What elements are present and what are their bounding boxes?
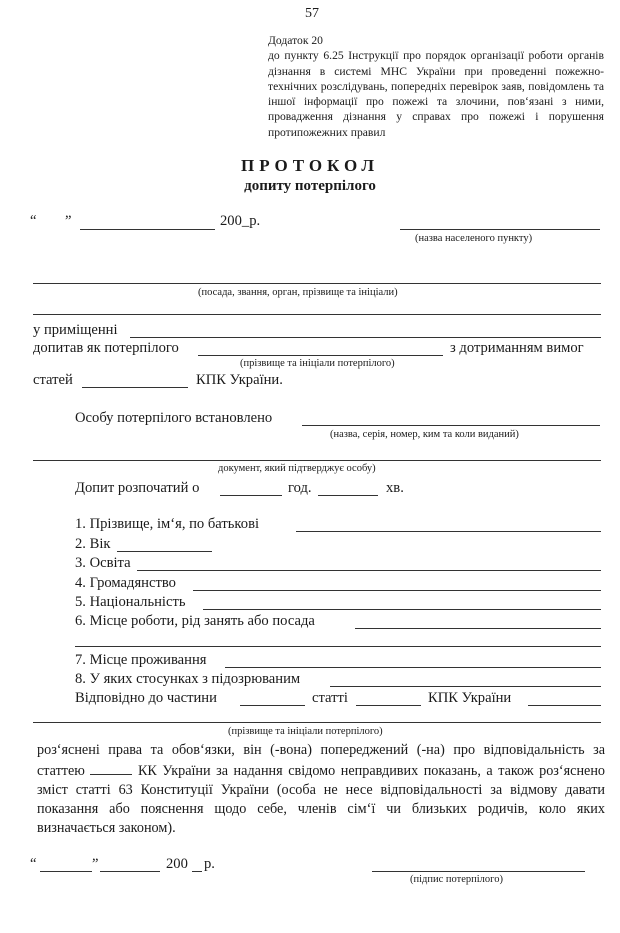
settlement-caption: (назва населеного пункту) [415,233,533,244]
article-field[interactable] [356,705,421,706]
appendix-text: до пункту 6.25 Інструкції про порядок організації роботи органів дізнання в системі МНС України при проведенні пожежно-технічних розслідувань, попередніх перевірок заяв, повідомлень та іншої інформації про пожежі та злочини, пов‘язані з ними, провадження дізнання у справах про пожежі і порушення протипожежних правил [268,49,604,139]
identity-label: Особу потерпілого встановлено [75,410,273,426]
victim-name-field-2[interactable] [33,722,601,723]
answer-8-field[interactable] [330,686,601,687]
rights-text-part-2: КК України за надання свідомо неправдивих показань, а також роз‘яснено зміст статті 63 Конституції України (особа не несе відповідальності за відмову давати показання або пояснення щодо себе, членів сім‘ї чи близьких родичів, коло яких визначається законом). [37,763,606,836]
rights-paragraph [37,741,605,838]
interrogated-label: допитав як потерпілого [33,340,179,356]
footer-quote-close: ” [92,856,99,872]
articles-field[interactable] [82,387,188,388]
answer-2-field[interactable] [117,551,212,552]
accordance-code-label: КПК України [428,690,512,706]
document-caption: документ, який підтверджує особу) [218,463,376,474]
answer-1-field[interactable] [296,531,601,532]
date-quote-close: ” [65,213,72,229]
start-minute-field[interactable] [318,495,378,496]
footer-year-field[interactable] [192,871,202,872]
signature-caption: (підпис потерпілого) [410,874,503,885]
question-6: 6. Місце роботи, рід занять або посада [75,613,315,629]
part-field[interactable] [240,705,305,706]
start-hour-field[interactable] [220,495,282,496]
question-3: 3. Освіта [75,555,131,571]
compliance-label: з дотриманням вимог [450,340,584,356]
identity-field[interactable] [302,425,600,426]
footer-year: 200 [166,856,188,872]
rights-text-part-1: роз‘яснені права та обов‘язки, він (-вона) попереджений (-на) про відповідальність за статтею [37,742,605,779]
footer-quote-open: “ [30,856,37,872]
document-title: ПРОТОКОЛ [240,156,379,175]
footer-month-field[interactable] [100,871,160,872]
footer-day-field[interactable] [40,871,92,872]
page-number: 57 [305,6,319,21]
answer-6-field-2[interactable] [75,646,601,647]
minutes-label: хв. [386,480,404,496]
date-quote-open: “ [30,213,37,229]
in-room-field[interactable] [130,337,601,338]
criminal-code-article-field[interactable] [90,760,132,775]
footer-year-suffix: р. [204,856,215,872]
victim-name-caption-2: (прізвище та ініціали потерпілого) [228,726,383,737]
question-1: 1. Прізвище, ім‘я, по батькові [75,516,260,532]
accordance-article-label: статті [312,690,348,706]
victim-name-caption: (прізвище та ініціали потерпілого) [240,358,395,369]
document-field[interactable] [33,460,601,461]
articles-label: статей [33,372,73,388]
question-5: 5. Національність [75,594,186,610]
question-7: 7. Місце проживання [75,652,207,668]
question-4: 4. Громадянство [75,575,176,591]
code-label: КПК України. [196,372,283,388]
identity-caption: (назва, серія, номер, ким та коли виданий) [330,429,519,440]
question-2: 2. Вік [75,536,111,552]
signature-field[interactable] [372,871,585,872]
document-subtitle: допиту потерпілого [244,178,376,194]
official-field-2[interactable] [33,314,601,315]
victim-name-field[interactable] [198,355,443,356]
appendix-block [268,33,604,140]
hours-label: год. [288,480,312,496]
accordance-extra-field[interactable] [528,705,601,706]
date-month-field[interactable] [80,229,215,230]
answer-6-field[interactable] [355,628,601,629]
answer-3-field[interactable] [137,570,601,571]
answer-7-field[interactable] [225,667,601,668]
accordance-part-label: Відповідно до частини [75,690,217,706]
official-caption: (посада, звання, орган, прізвище та ініціали) [198,287,398,298]
date-year: 200_р. [220,213,261,229]
settlement-field[interactable] [400,229,600,230]
official-field[interactable] [33,283,601,284]
appendix-label: Додаток 20 [268,34,323,47]
in-room-label: у приміщенні [33,322,118,338]
answer-4-field[interactable] [193,590,601,591]
answer-5-field[interactable] [203,609,601,610]
question-8: 8. У яких стосунках з підозрюваним [75,671,301,687]
start-time-label: Допит розпочатий о [75,480,200,496]
